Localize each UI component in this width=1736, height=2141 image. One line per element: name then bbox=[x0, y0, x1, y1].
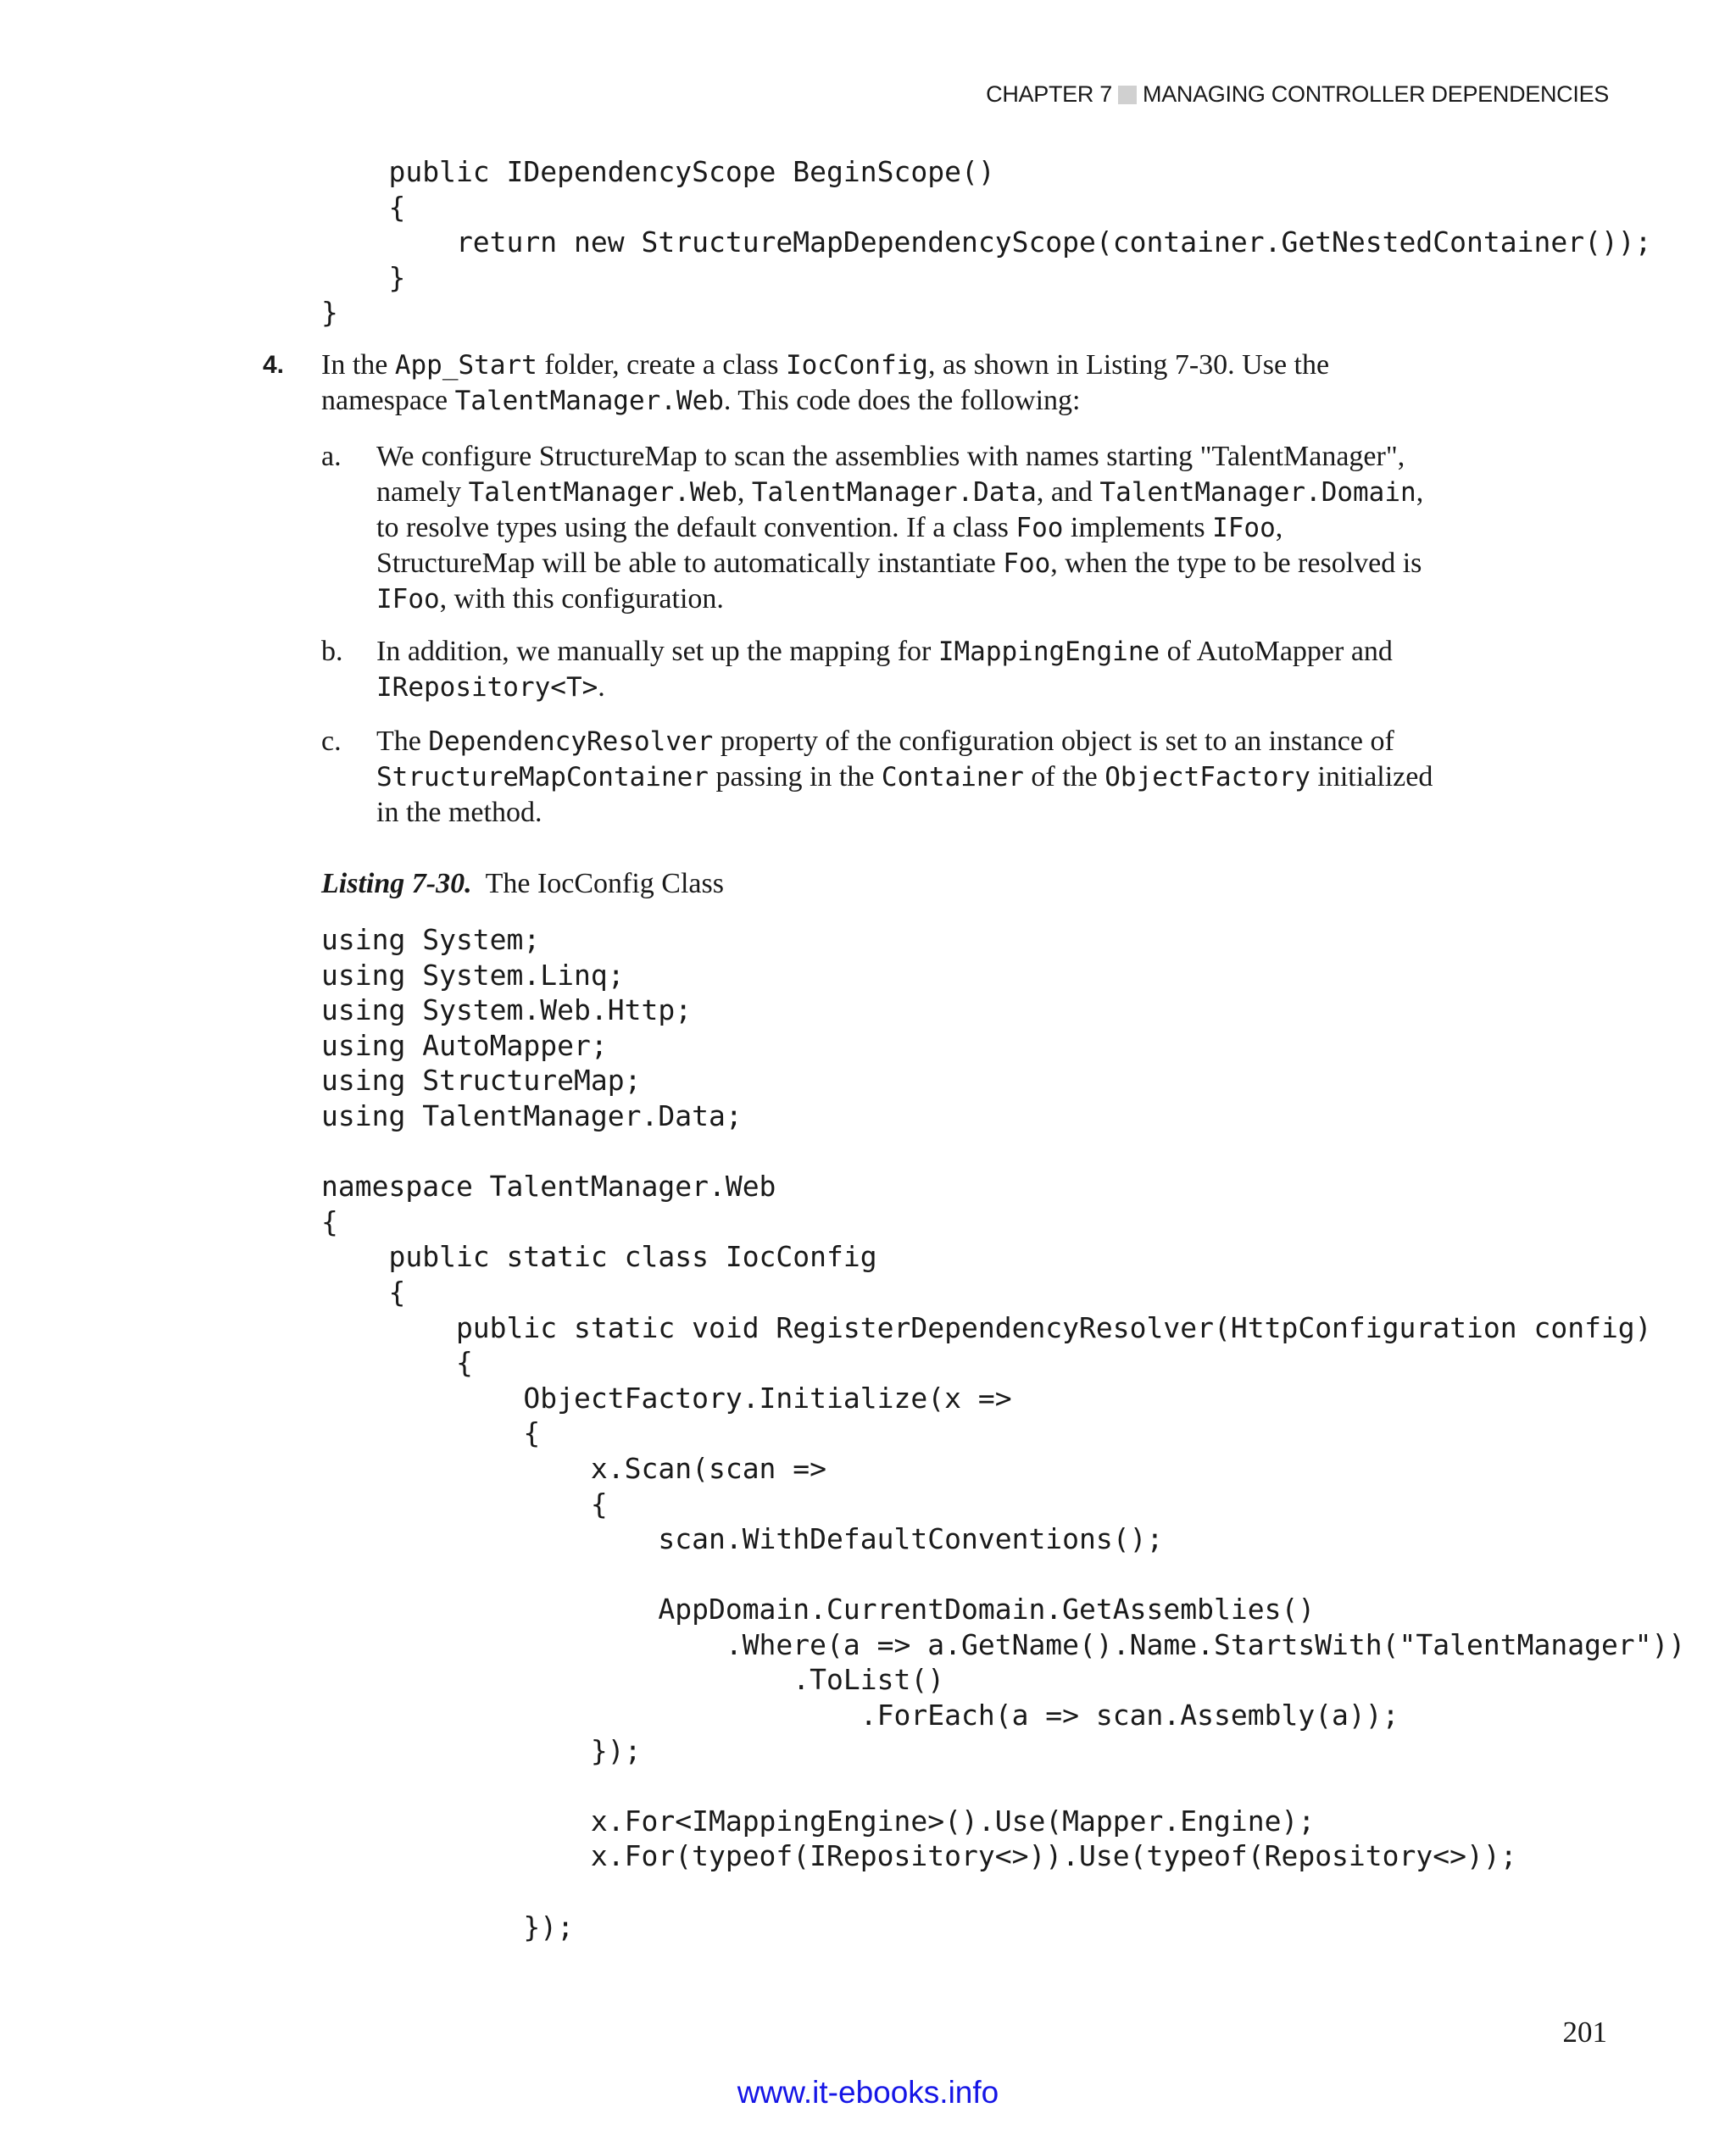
sub-item-c-text: The DependencyResolver property of the configuration object is set to an instance of StructureMapContainer passing in the Container of the ObjectFactory initialized in the method. bbox=[376, 726, 1433, 828]
chapter-title: MANAGING CONTROLLER DEPENDENCIES bbox=[1143, 81, 1609, 107]
sub-item-a-text: We configure StructureMap to scan the assemblies with names starting "TalentManager", namely TalentManager.Web, TalentManager.Data, and TalentManager.Domain, to resolve types using the default convention. If a class Foo implements IFoo, StructureMap will be able to automatically instantiate Foo, when the type to be resolved is IFoo, with this configuration. bbox=[376, 441, 1424, 614]
listing-caption bbox=[321, 866, 724, 902]
chapter-label: CHAPTER 7 bbox=[986, 81, 1112, 107]
code-listing-7-30: using System; using System.Linq; using System.Web.Http; using AutoMapper; using StructureMap; using TalentManager.Data; namespace TalentManager.Web { public static class IocConfig { public static void RegisterDependencyResolver(HttpConfiguration config) { ObjectFactory.Initialize(x => { x.Scan(scan => { scan.WithDefaultConventions(); AppDomain.CurrentDomain.GetAssemblies() .Where(a => a.GetName().Name.StartsWith("TalentManager")) .ToList() .ForEach(a => scan.Assembly(a)); }); x.For<IMappingEngine>().Use(Mapper.Engine); x.For(typeof(IRepository<>)).Use(typeof(Repository<>)); }); bbox=[321, 923, 1686, 1944]
sub-item-b bbox=[321, 634, 1440, 705]
header-separator-square bbox=[1118, 86, 1137, 104]
step-4-text: In the App_Start folder, create a class IocConfig, as shown in Listing 7-30. Use the namespace TalentManager.Web. This code does the following: bbox=[321, 349, 1330, 416]
listing-label: Listing 7-30. bbox=[321, 868, 472, 899]
listing-title: The IocConfig Class bbox=[485, 868, 724, 899]
sub-item-letter: b. bbox=[321, 636, 343, 667]
step-4 bbox=[263, 348, 1433, 419]
running-header bbox=[986, 81, 1609, 108]
sub-item-letter: a. bbox=[321, 441, 342, 472]
sub-item-c bbox=[321, 724, 1440, 831]
code-block-top: public IDependencyScope BeginScope() { return new StructureMapDependencyScope(container.GetNestedContainer()); } } bbox=[321, 155, 1652, 330]
sub-item-b-text: In addition, we manually set up the mapping for IMappingEngine of AutoMapper and IRepository<T>. bbox=[376, 636, 1393, 703]
sub-item-a bbox=[321, 439, 1440, 617]
sub-item-letter: c. bbox=[321, 726, 342, 757]
watermark-link[interactable]: www.it-ebooks.info bbox=[737, 2075, 999, 2110]
page-number: 201 bbox=[1562, 2016, 1607, 2049]
step-number: 4. bbox=[263, 351, 285, 379]
